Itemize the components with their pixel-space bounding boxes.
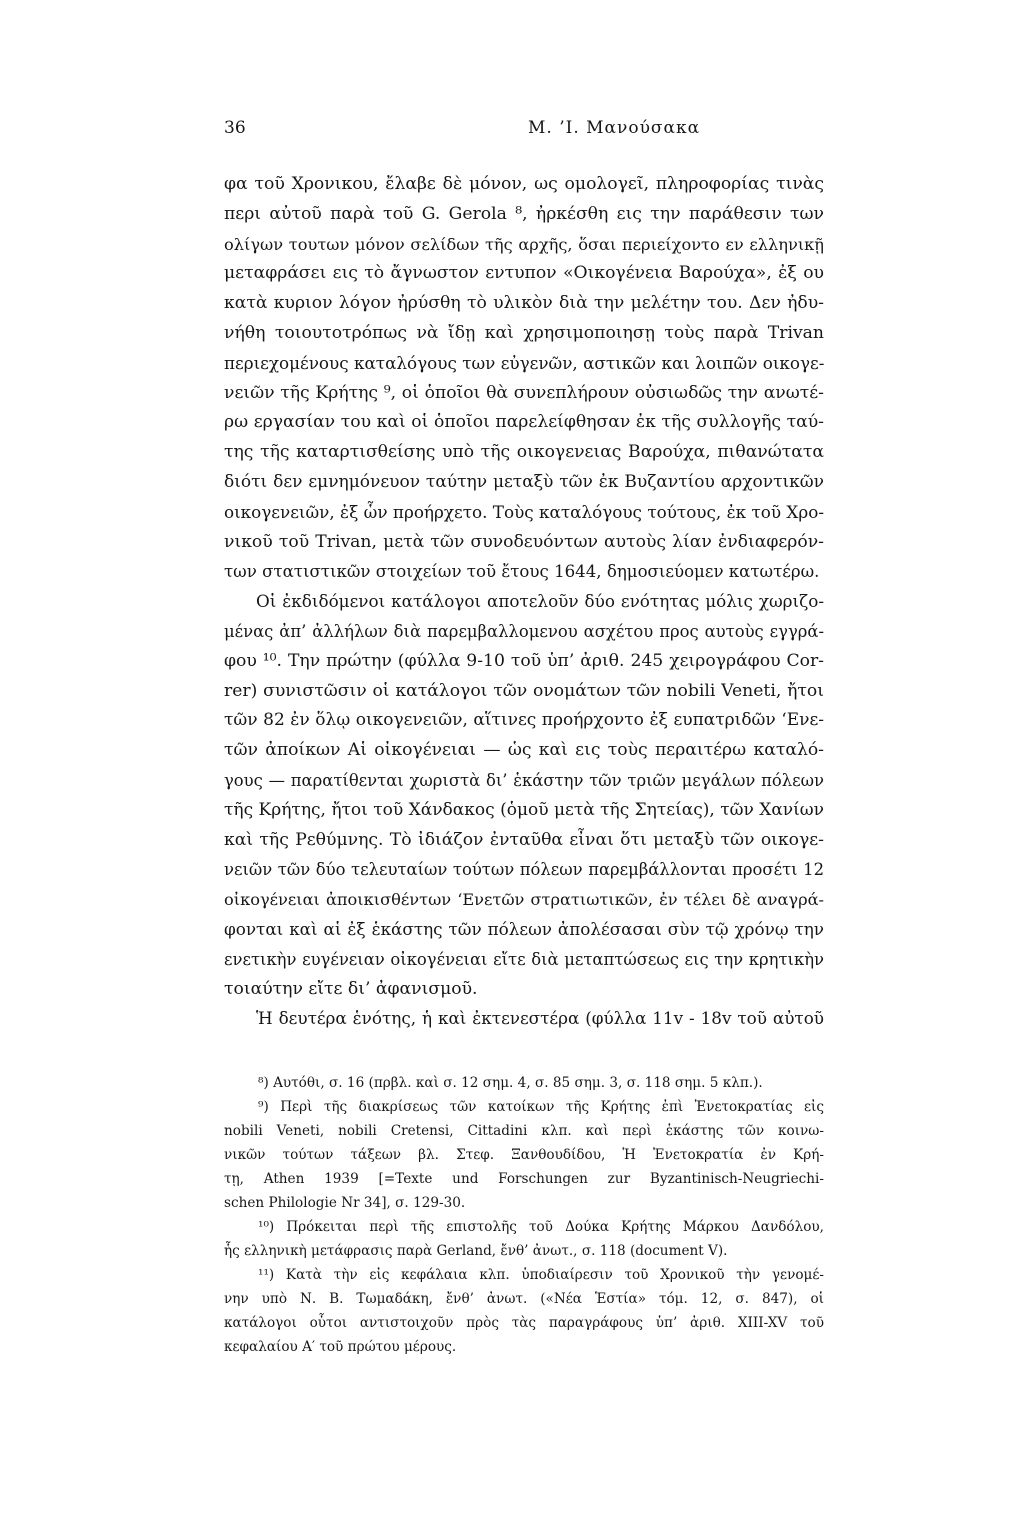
paragraph-3 [224, 1004, 824, 1034]
text-line: οἰκογένειαι ἀποικισθέντων ‘Ενετῶν στρατιωτικῶν, ἐν τέλει δὲ αναγρά- [224, 890, 824, 910]
text-line: τῶν ἀποίκων Αἱ οἰκογένειαι — ὡς καὶ εις τοὺς περαιτέρω καταλό- [224, 740, 824, 761]
footnote-line: κεφαλαίου Α′ τοῦ πρώτου μέρους. [224, 1339, 457, 1355]
text-line: κατὰ κυριον λόγον ἠρύσθη τὸ υλικὸν διὰ την μελέτην του. Δεν ἠδυ- [224, 293, 824, 314]
text-line: νειῶν τῆς Κρήτης ⁹, οἱ ὁποῖοι θὰ συνεπλήρουν οὐσιωδῶς την ανωτέ- [224, 382, 824, 403]
footnotes [224, 1071, 824, 1359]
footnote-8 [224, 1071, 824, 1095]
text-line: της τῆς καταρτισθείσης υπὸ τῆς οικογενειας Βαρούχα, πιθανώτατα [224, 442, 824, 463]
footnote-line: νην υπὸ Ν. Β. Τωμαδάκη, ἔνθ’ ἀνωτ. («Νέα Ἑστία» τόμ. 12, σ. 847), οἱ [224, 1291, 824, 1307]
text-line: ολίγων τουτων μόνον σελίδων τῆς αρχῆς, ὅσαι περιείχοντο εν ελληνικῇ [224, 234, 824, 254]
footnote-line: ⁹) Περὶ τῆς διακρίσεως τῶν κατοίκων τῆς Κρήτης ἐπὶ Ἐνετοκρατίας εἰς [258, 1099, 824, 1115]
text-line: Οἱ ἐκδιδόμενοι κατάλογοι αποτελοῦν δύο ενότητας μόλις χωριζο- [256, 591, 824, 612]
text-line: τῆς Κρήτης, ἤτοι τοῦ Χάνδακος (ὁμοῦ μετὰ τῆς Σητείας), τῶν Χανίων [224, 799, 824, 820]
text-line: τοιαύτην εἴτε δι’ ἀφανισμοῦ. [224, 978, 478, 999]
text-line: Ἡ δευτέρα ἑνότης, ἡ καὶ ἐκτενεστέρα (φύλλα 11v - 18v τοῦ αὐτοῦ [256, 1008, 824, 1029]
text-line: νήθη τοιουτοτρόπως νὰ ἴδῃ καὶ χρησιμοποιησῃ τοὺς παρὰ Trivan [224, 322, 824, 343]
running-head: M. ’I. Μανούσακα [528, 118, 701, 138]
footnote-line: τῃ, Athen 1939 [=Texte und Forschungen zur Byzantinisch-Neugriechi- [224, 1171, 824, 1187]
footnote-line: ⁸) Αυτόθι, σ. 16 (πρβλ. καὶ σ. 12 σημ. 4, σ. 85 σημ. 3, σ. 118 σημ. 5 κλπ.). [258, 1075, 763, 1091]
footnote-line: ¹¹) Κατὰ τὴν εἰς κεφάλαια κλπ. ὑποδιαίρεσιν τοῦ Χρονικοῦ τὴν γενομέ- [258, 1267, 824, 1283]
footnote-10 [224, 1215, 824, 1263]
text-line: διότι δεν εμνημόνευον ταύτην μεταξὺ τῶν ἐκ Βυζαντίου αρχοντικῶν [224, 471, 824, 492]
text-line: φα τοῦ Χρονικου, ἔλαβε δὲ μόνον, ως ομολογεῖ, πληροφορίας τινὰς [224, 174, 824, 194]
text-line: καὶ τῆς Ρεθύμνης. Τὸ ἰδιάζον ἐνταῦθα εἶναι ὅτι μεταξὺ τῶν οικογε- [224, 829, 824, 850]
text-line: φονται καὶ αἱ ἐξ ἑκάστης τῶν πόλεων ἀπολέσασαι σὺν τῷ χρόνῳ την [224, 918, 824, 939]
text-line: περιεχομένους καταλόγους των εὐγενῶν, αστικῶν και λοιπῶν οικογε- [224, 352, 825, 373]
text-line: ενετικὴν ευγένειαν οἰκογένειαι εἴτε διὰ μεταπτώσεως εις την κρητικὴν [224, 949, 824, 969]
text-line: μεταφράσει εις τὸ ἄγνωστον εντυπον «Οικογένεια Βαρούχα», ἐξ ου [224, 263, 824, 284]
footnote-line: ἧς ελληνικὴ μετάφρασις παρὰ Gerland, ἔνθ’ ἀνωτ., σ. 118 (document V). [224, 1243, 728, 1259]
text-line: rer) συνιστῶσιν οἱ κατάλογοι τῶν ονομάτων τῶν nobili Veneti, ἤτοι [224, 680, 824, 701]
paragraph-1 [224, 170, 824, 587]
text-line: περι αὐτοῦ παρὰ τοῦ G. Gerola ⁸, ἠρκέσθη εις την παράθεσιν των [224, 203, 824, 224]
footnote-line: νικῶν τούτων τάξεων βλ. Στεφ. Ξανθουδίδου, Ἡ Ἐνετοκρατία ἐν Κρή- [224, 1147, 824, 1163]
footnote-line: nobili Veneti, nobili Cretensi, Cittadini κλπ. καὶ περὶ ἑκάστης τῶν κοινω- [224, 1123, 824, 1139]
text-line: νειῶν τῶν δύο τελευταίων τούτων πόλεων παρεμβάλλονται προσέτι 12 [224, 860, 824, 880]
text-line: τῶν 82 ἐν ὅλῳ οικογενειῶν, αἵτινες προήρχοντο ἐξ ευπατριδῶν ‘Ενε- [224, 710, 824, 731]
footnote-line: κατάλογοι οὗτοι αντιστοιχοῦν πρὸς τὰς παραγράφους ὑπ’ ἀριθ. XIII-XV τοῦ [224, 1315, 824, 1331]
footnote-11 [224, 1263, 824, 1359]
paragraph-2 [224, 587, 824, 1004]
text-line: οικογενειῶν, ἐξ ὧν προήρχετο. Τοὺς καταλόγους τούτους, ἐκ τοῦ Χρο- [224, 501, 824, 522]
footnote-line: ¹⁰) Πρόκειται περὶ τῆς επιστολῆς τοῦ Δούκα Κρήτης Μάρκου Δανδόλου, [258, 1219, 824, 1235]
text-line: μένας ἀπ’ ἀλλήλων διὰ παρεμβαλλομενου ασχέτου προς αυτοὺς εγγρά- [224, 621, 824, 641]
page-header [224, 118, 824, 148]
text-line: νικοῦ τοῦ Trivan, μετὰ τῶν συνοδευόντων αυτοὺς λίαν ἐνδιαφερόν- [224, 531, 824, 552]
footnote-9 [224, 1095, 824, 1215]
page-number: 36 [224, 118, 246, 138]
text-line: ρω εργασίαν του καὶ οἱ ὁποῖοι παρελείφθησαν ἐκ τῆς συλλογῆς ταύ- [224, 412, 824, 433]
body-text [224, 170, 824, 1034]
footnote-line: schen Philologie Nr 34], σ. 129-30. [224, 1195, 466, 1211]
text-line: φου ¹⁰. Την πρώτην (φύλλα 9-10 τοῦ ὑπ’ ἀριθ. 245 χειρογράφου Cor- [224, 650, 824, 671]
text-line: των στατιστικῶν στοιχείων τοῦ ἔτους 1644, δημοσιεύομεν κατωτέρω. [224, 562, 820, 582]
text-line: γους — παρατίθενται χωριστὰ δι’ ἑκάστην τῶν τριῶν μεγάλων πόλεων [224, 770, 824, 790]
